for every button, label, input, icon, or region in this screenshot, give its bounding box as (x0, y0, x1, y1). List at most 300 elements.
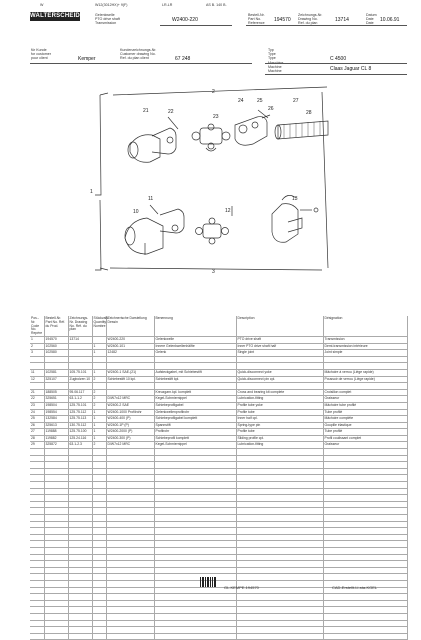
customer-drawing-value: 67 248 (175, 56, 191, 62)
table-cell: 1 (92, 429, 106, 436)
table-cell: Demi-transmission intérieure (323, 343, 407, 350)
table-cell (92, 561, 106, 568)
table-cell (323, 574, 407, 581)
table-cell (154, 475, 236, 482)
table-cell (236, 356, 323, 363)
table-cell (106, 488, 154, 495)
table-cell: Aufsteckgabel, mit Schiebestift (154, 369, 236, 376)
table-row (30, 534, 407, 541)
table-cell (68, 561, 92, 568)
table-cell (92, 528, 106, 535)
table-cell (44, 627, 68, 634)
table-cell (92, 534, 106, 541)
table-cell (92, 607, 106, 614)
date-label-fr: Date (366, 21, 374, 25)
table-cell: Profilrohr (154, 429, 236, 436)
table-cell: D/W7x12 MRC (106, 442, 154, 449)
table-cell (68, 627, 92, 634)
table-cell: Transmission (323, 336, 407, 343)
table-cell: 102580 (44, 350, 68, 357)
table-cell (323, 449, 407, 456)
table-cell: 23 (30, 402, 44, 409)
machine-label-de: Maschine (268, 61, 284, 65)
table-cell (154, 515, 236, 522)
top-code-d: AS B. 140 B. (206, 3, 227, 7)
table-row (30, 468, 407, 475)
table-cell (30, 495, 44, 502)
table-row (30, 620, 407, 627)
table-cell: W2400-1P (P) (106, 422, 154, 429)
table-cell (30, 567, 44, 574)
table-cell (68, 468, 92, 475)
table-cell (106, 534, 154, 541)
table-cell: 130.75.112 (68, 422, 92, 429)
table-cell: 2 (92, 396, 106, 403)
callout-10: 10 (133, 209, 139, 215)
table-cell (323, 475, 407, 482)
table-cell (236, 495, 323, 502)
table-cell (323, 528, 407, 535)
table-cell (323, 633, 407, 640)
table-cell (106, 600, 154, 607)
table-cell: 119888 (44, 429, 68, 436)
table-cell (30, 580, 44, 587)
table-row (30, 389, 407, 396)
table-cell (92, 594, 106, 601)
table-cell (68, 594, 92, 601)
table-row (30, 561, 407, 568)
table-cell: Cross and bearing kit complete (236, 389, 323, 396)
table-cell: Gelenk (154, 350, 236, 357)
table-row (30, 396, 407, 403)
table-cell: Profil coulissant complet (323, 435, 407, 442)
table-cell (154, 633, 236, 640)
table-cell (323, 607, 407, 614)
table-cell (30, 561, 44, 568)
table-cell (44, 594, 68, 601)
table-cell (30, 547, 44, 554)
table-cell (30, 594, 44, 601)
table-cell (30, 488, 44, 495)
col-designation: Désignation (323, 316, 407, 336)
table-cell (323, 541, 407, 548)
table-cell (236, 594, 323, 601)
date-label-de: Datum (366, 13, 377, 17)
col-qty: Stückzahl Quantity Nombre (92, 316, 106, 336)
table-cell: 2 (30, 343, 44, 350)
table-cell (92, 633, 106, 640)
table-cell (323, 567, 407, 574)
table-cell (323, 561, 407, 568)
table-cell (154, 501, 236, 508)
table-cell (68, 574, 92, 581)
table-cell (68, 495, 92, 502)
table-cell (236, 462, 323, 469)
customer-value: Kemper (78, 56, 96, 62)
table-row (30, 429, 407, 436)
table-cell (154, 495, 236, 502)
table-cell (44, 547, 68, 554)
table-cell (30, 554, 44, 561)
table-cell: Kegel-Schmiernippel (154, 396, 236, 403)
table-cell (44, 508, 68, 515)
table-row (30, 600, 407, 607)
table-cell (68, 501, 92, 508)
table-cell: Kegel-Schmiernippel (154, 442, 236, 449)
table-cell: 198504 (44, 402, 68, 409)
table-cell (44, 501, 68, 508)
table-cell (68, 547, 92, 554)
table-row (30, 435, 407, 442)
machine-value: Claas Jaguar CL 8 (330, 66, 372, 72)
table-cell: 125.75.113 (68, 416, 92, 423)
table-cell (106, 495, 154, 502)
table-cell (92, 501, 106, 508)
table-cell (154, 363, 236, 370)
callout-3: 3 (212, 269, 215, 275)
footer-code: GL.KEMPE.194570 (224, 585, 259, 590)
table-cell (236, 482, 323, 489)
shaft-label-en: PTO drive shaft (95, 17, 120, 21)
table-cell (106, 455, 154, 462)
table-cell (154, 383, 236, 390)
callout-24: 24 (238, 98, 244, 104)
part-no-value: 194570 (274, 17, 291, 23)
table-cell: Mâchoire complète (323, 416, 407, 423)
table-cell: 102581 (44, 369, 68, 376)
table-cell: W2400-1 SAE-(21) (106, 369, 154, 376)
table-cell (30, 475, 44, 482)
table-cell (323, 547, 407, 554)
table-cell (236, 567, 323, 574)
table-cell: 125.75.100 (68, 429, 92, 436)
table-cell (236, 468, 323, 475)
table-cell: Lubrication-fitting (236, 442, 323, 449)
table-cell (154, 600, 236, 607)
callout-12: 12 (225, 208, 231, 214)
table-cell (44, 587, 68, 594)
table-cell (154, 574, 236, 581)
table-cell (154, 607, 236, 614)
table-row (30, 376, 407, 383)
table-cell (154, 613, 236, 620)
table-cell (106, 482, 154, 489)
table-row (30, 547, 407, 554)
table-cell: 1 (92, 343, 106, 350)
table-cell: 25 (30, 416, 44, 423)
table-cell (30, 468, 44, 475)
col-pos: Pos.-Nr. Code No. Repère (31, 316, 43, 336)
table-cell: 132584 (44, 416, 68, 423)
table-row (30, 336, 407, 343)
table-cell (92, 554, 106, 561)
table-row (30, 495, 407, 502)
table-cell (236, 600, 323, 607)
table-cell (323, 455, 407, 462)
table-cell (92, 383, 106, 390)
table-cell: 102560 (44, 343, 68, 350)
table-cell (44, 475, 68, 482)
table-cell (106, 383, 154, 390)
table-cell: Inner PTO drive shaft half (236, 343, 323, 350)
table-cell (92, 363, 106, 370)
table-cell (30, 574, 44, 581)
table-cell (106, 508, 154, 515)
table-row (30, 356, 407, 363)
table-cell (236, 627, 323, 634)
table-cell: 26 (30, 422, 44, 429)
table-cell (44, 495, 68, 502)
date-label-en: Date (366, 17, 374, 21)
callout-25: 25 (257, 98, 263, 104)
col-drawing-no: Zeichnungs-Nr. Drawing No. Réf. du plan (68, 316, 92, 336)
table-cell (44, 534, 68, 541)
table-cell (236, 383, 323, 390)
table-cell (323, 627, 407, 634)
table-cell (323, 600, 407, 607)
table-cell (106, 501, 154, 508)
table-cell (92, 541, 106, 548)
table-cell: 1 (30, 336, 44, 343)
table-cell (236, 521, 323, 528)
table-cell: Croisillon complet (323, 389, 407, 396)
top-code-a: W (40, 3, 44, 7)
table-cell (30, 508, 44, 515)
table-cell (30, 528, 44, 535)
table-cell: Sliding profile cpl. (236, 435, 323, 442)
table-cell (44, 574, 68, 581)
table-cell (236, 561, 323, 568)
table-row (30, 501, 407, 508)
part-no-label-en: Part No. (248, 17, 262, 21)
table-cell (30, 607, 44, 614)
table-cell: Schiebeprofil komplett (154, 435, 236, 442)
table-cell (323, 534, 407, 541)
machine-label-en: Machine (268, 65, 282, 69)
table-row (30, 567, 407, 574)
table-cell (323, 521, 407, 528)
table-cell: Graisseur (323, 396, 407, 403)
drawing-no-label-en: Drawing No. (298, 17, 318, 21)
table-cell (106, 449, 154, 456)
shaft-label-de: Gelenkwelle (95, 13, 115, 17)
table-cell: Schiebeprofilgabel komplett (154, 416, 236, 423)
table-cell (30, 613, 44, 620)
table-cell: Lubrication-fitting (236, 396, 323, 403)
table-cell (44, 554, 68, 561)
table-cell (154, 462, 236, 469)
table-cell (236, 455, 323, 462)
table-cell: 325651 (44, 396, 68, 403)
callout-22: 22 (168, 109, 174, 115)
table-cell (154, 468, 236, 475)
table-row (30, 409, 407, 416)
table-cell: Schiebestift kpl. (154, 376, 236, 383)
table-cell: 29 (30, 442, 44, 449)
table-cell (30, 363, 44, 370)
table-row (30, 343, 407, 350)
table-cell (106, 633, 154, 640)
table-cell (30, 462, 44, 469)
table-cell: W2400-220 (106, 336, 154, 343)
table-cell: 24 (30, 409, 44, 416)
callout-23: 23 (213, 114, 219, 120)
table-cell (44, 482, 68, 489)
table-cell (68, 541, 92, 548)
part-no-label-de: Bestell-Nr. (248, 13, 265, 17)
table-row (30, 462, 407, 469)
table-row (30, 613, 407, 620)
table-row (30, 521, 407, 528)
walterscheid-logo: WALTERSCHEID (30, 13, 80, 19)
table-cell (44, 488, 68, 495)
table-cell: 63.1-2.3 (68, 442, 92, 449)
table-cell (106, 356, 154, 363)
table-cell (68, 580, 92, 587)
table-cell (92, 547, 106, 554)
table-row (30, 350, 407, 357)
table-cell: 1 (92, 416, 106, 423)
table-cell (236, 449, 323, 456)
table-cell: PTO drive shaft (236, 336, 323, 343)
table-cell (106, 607, 154, 614)
table-row (30, 488, 407, 495)
col-depiction: Zeichnerische Darstellung Dessin (106, 316, 154, 336)
table-cell (44, 462, 68, 469)
table-cell (236, 607, 323, 614)
table-cell: 13714 (68, 336, 92, 343)
table-cell (92, 587, 106, 594)
table-cell: 28 (30, 435, 44, 442)
table-cell (92, 580, 106, 587)
table-cell: 95.06.117 (68, 389, 92, 396)
table-cell (44, 607, 68, 614)
table-cell (44, 541, 68, 548)
table-cell: Goupille élastique (323, 422, 407, 429)
customer-drawing-label-en: Customer drawing No. (120, 52, 156, 56)
table-cell (30, 515, 44, 522)
table-cell: 325613 (44, 422, 68, 429)
table-cell: Quick-disconnect yoke (236, 369, 323, 376)
table-cell (106, 547, 154, 554)
table-cell (44, 383, 68, 390)
table-cell (44, 455, 68, 462)
table-cell: 125.75.112 (68, 409, 92, 416)
table-cell (154, 594, 236, 601)
table-cell: 1 (92, 409, 106, 416)
footer-right: CAD-Erstellt-Li-sta-KGEL (332, 585, 378, 590)
table-cell (92, 475, 106, 482)
table-cell: 325872 (44, 442, 68, 449)
type-label-fr: Type (268, 56, 276, 60)
table-cell (154, 521, 236, 528)
table-cell (106, 528, 154, 535)
table-row (30, 482, 407, 489)
table-cell (44, 600, 68, 607)
table-cell (44, 620, 68, 627)
table-cell (323, 620, 407, 627)
table-cell (44, 363, 68, 370)
table-cell: Gelenkwelle (154, 336, 236, 343)
table-cell: Schiebestift 10 kpl. (106, 376, 154, 383)
type-label-en: Type (268, 52, 276, 56)
table-cell (323, 594, 407, 601)
table-cell (92, 468, 106, 475)
table-cell: Quick-disconnect pin cpl. (236, 376, 323, 383)
table-cell: 1 (92, 350, 106, 357)
table-cell (154, 547, 236, 554)
table-cell (106, 541, 154, 548)
table-cell (44, 521, 68, 528)
table-cell: 3 (30, 350, 44, 357)
table-cell (92, 515, 106, 522)
table-cell: 198554 (44, 409, 68, 416)
table-cell (68, 587, 92, 594)
table-cell (30, 356, 44, 363)
table-cell (68, 554, 92, 561)
table-cell (236, 633, 323, 640)
table-cell: Profile tube (236, 429, 323, 436)
table-cell: Mâchoire à verrou (Liège rapide) (323, 369, 407, 376)
table-cell: W2400-400 (P) (106, 416, 154, 423)
exploded-drawing (0, 0, 421, 300)
table-cell: W2400-101 (106, 343, 154, 350)
table-cell (68, 449, 92, 456)
customer-label-fr: pour client (31, 56, 48, 60)
table-cell (30, 383, 44, 390)
table-row (30, 528, 407, 535)
table-cell: 125.75.101 (68, 402, 92, 409)
table-cell: 2 (92, 402, 106, 409)
table-cell (68, 363, 92, 370)
table-cell (106, 627, 154, 634)
table-cell (30, 620, 44, 627)
table-cell: 12 (30, 376, 44, 383)
table-cell (68, 488, 92, 495)
type-value: C 4500 (330, 56, 347, 62)
drawing-no-label-de: Zeichnungs-Nr. (298, 13, 323, 17)
table-cell (68, 534, 92, 541)
table-cell (106, 554, 154, 561)
table-cell (236, 613, 323, 620)
table-cell (323, 482, 407, 489)
table-row (30, 515, 407, 522)
table-cell (92, 600, 106, 607)
table-cell (323, 363, 407, 370)
table-cell: Joint simple (323, 350, 407, 357)
table-cell (106, 580, 154, 587)
shaft-label-fr: Transmission (95, 21, 117, 25)
table-row (30, 363, 407, 370)
table-cell (44, 613, 68, 620)
table-cell: 194570 (44, 336, 68, 343)
table-cell (92, 574, 106, 581)
table-row (30, 475, 407, 482)
top-code-b: W12(3012HX)+ 9(F) (95, 3, 128, 7)
table-cell (92, 356, 106, 363)
table-cell (30, 600, 44, 607)
table-cell: Spannstift (154, 422, 236, 429)
customer-drawing-label-de: Kundenzeichnungs-Nr. (120, 48, 157, 52)
table-cell (68, 462, 92, 469)
table-row (30, 416, 407, 423)
table-cell (323, 468, 407, 475)
table-cell (92, 567, 106, 574)
table-cell: 2 (92, 376, 106, 383)
table-cell: Zugbolzen 10 (68, 376, 92, 383)
table-cell (236, 475, 323, 482)
table-cell (44, 633, 68, 640)
